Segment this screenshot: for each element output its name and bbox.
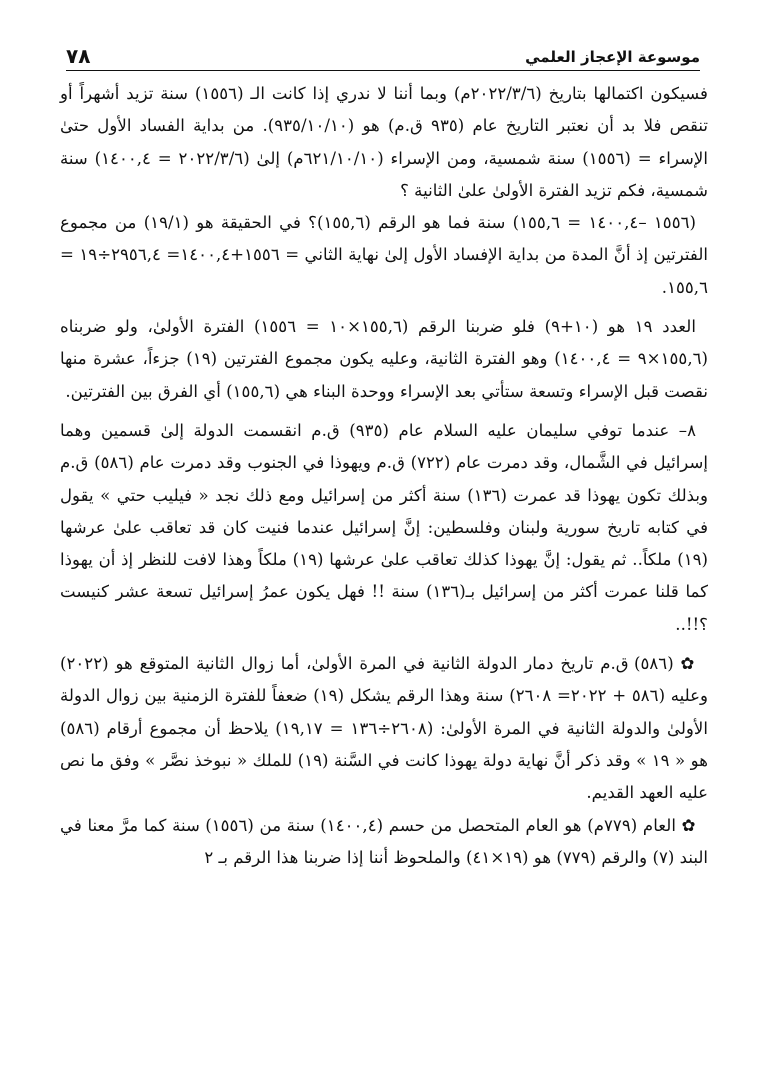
paragraph-6: ✿ العام (٧٧٩م) هو العام المتحصل من حسم (١٤٠٠,٤) سنة من (١٥٥٦) سنة كما مرَّ معنا في البند (٧) والرقم (٧٧٩) هو (١٩×٤١) والملحوظ أننا إذا ضربنا هذا الرقم بـ ٢ [60,815,708,867]
paragraph-5: ✿ (٥٨٦) ق.م تاريخ دمار الدولة الثانية في المرة الأولىٰ، أما زوال الثانية المتوقع هو (٢٠٢٢) وعليه (٥٨٦ + ٢٠٢٢= ٢٦٠٨) سنة وهذا الرقم يشكل (١٩) ضعفاً للفترة الزمنية بين زوال الدولة الأولىٰ والدولة الثانية في المرة الأولىٰ: (٢٦٠٨÷١٣٦ = ١٩,١٧) يلاحظ أن مجموع أرقام (٥٨٦) هو « ١٩ » وقد ذكر أنَّ نهاية دولة يهوذا كانت في السَّنة (١٩) للملك « نبوخذ نصَّر » وفق ما نص عليه العهد القديم. [60,654,709,803]
paragraph-gap [60,304,708,311]
paragraph-3: العدد ١٩ هو (١٠+٩) فلو ضربنا الرقم (١٥٥,٦×١٠ = ١٥٥٦) الفترة الأولىٰ، ولو ضربناه (١٥٥,٦×٩ = ١٤٠٠,٤) وهو الفترة الثانية، وعليه يكون مجموع الفترتين (١٩) جزءاً، عشرة منها نقصت قبل الإسراء وتسعة ستأتي بعد الإسراء ووحدة البناء هي (١٥٥,٦) أي الفرق بين الفترتين. [60,317,708,401]
page-number: ٧٨ [66,44,91,68]
paragraph-gap [60,641,708,648]
running-header [66,30,700,71]
paragraph-1: فسيكون اكتمالها بتاريخ (٢٠٢٢/٣/٦م) وبما أننا لا ندري إذا كانت الـ (١٥٥٦) سنة تزيد أشهراً أو تنقص فلا بد أن نعتبر التاريخ عام (٩٣٥ ق.م) هو (٩٣٥/١٠/١٠). من بداية الفساد الأول حتىٰ الإسراء = (١٥٥٦) سنة شمسية، ومن الإسراء (٦٢١/١٠/١٠م) إلىٰ (٢٠٢٢/٣/٦ = ١٤٠٠,٤) سنة شمسية، فكم تزيد الفترة الأولىٰ علىٰ الثانية ؟ [60,84,708,200]
header-title: موسوعة الإعجاز العلمي [525,48,700,66]
body-text [60,78,708,874]
paragraph-gap [60,408,708,415]
paragraph-4: ٨– عندما توفي سليمان عليه السلام عام (٩٣٥) ق.م انقسمت الدولة إلىٰ قسمين وهما إسرائيل في الشَّمال، وقد دمرت عام (٧٢٢) ق.م ويهوذا في الجنوب وقد دمرت عام (٥٨٦) ق.م وبذلك تكون يهوذا قد عمرت (١٣٦) سنة أكثر من إسرائيل ومع ذلك نجد « فيليب حتي » يقول في كتابه تاريخ سورية ولبنان وفلسطين: إنَّ إسرائيل عندما فنيت كان قد تعاقب علىٰ عرشها (١٩) ملكاً.. ثم يقول: إنَّ يهوذا كذلك تعاقب علىٰ عرشها (١٩) ملكاً وهذا لافت للنظر إذ أن يهوذا كما قلنا عمرت أكثر من إسرائيل بـ(١٣٦) سنة !! فهل يكون عمرُ إسرائيل تسعة عشر كنيست ؟!!.. [60,420,708,634]
paragraph-2: (١٥٥٦ –١٤٠٠,٤ = ١٥٥,٦) سنة فما هو الرقم (١٥٥,٦)؟ في الحقيقة هو (١٩/١) من مجموع الفترتين إذ أنَّ المدة من بداية الإفساد الأول إلىٰ نهاية الثاني = ١٥٥٦+١٤٠٠,٤= ٢٩٥٦,٤÷١٩ = ١٥٥,٦. [60,213,708,297]
